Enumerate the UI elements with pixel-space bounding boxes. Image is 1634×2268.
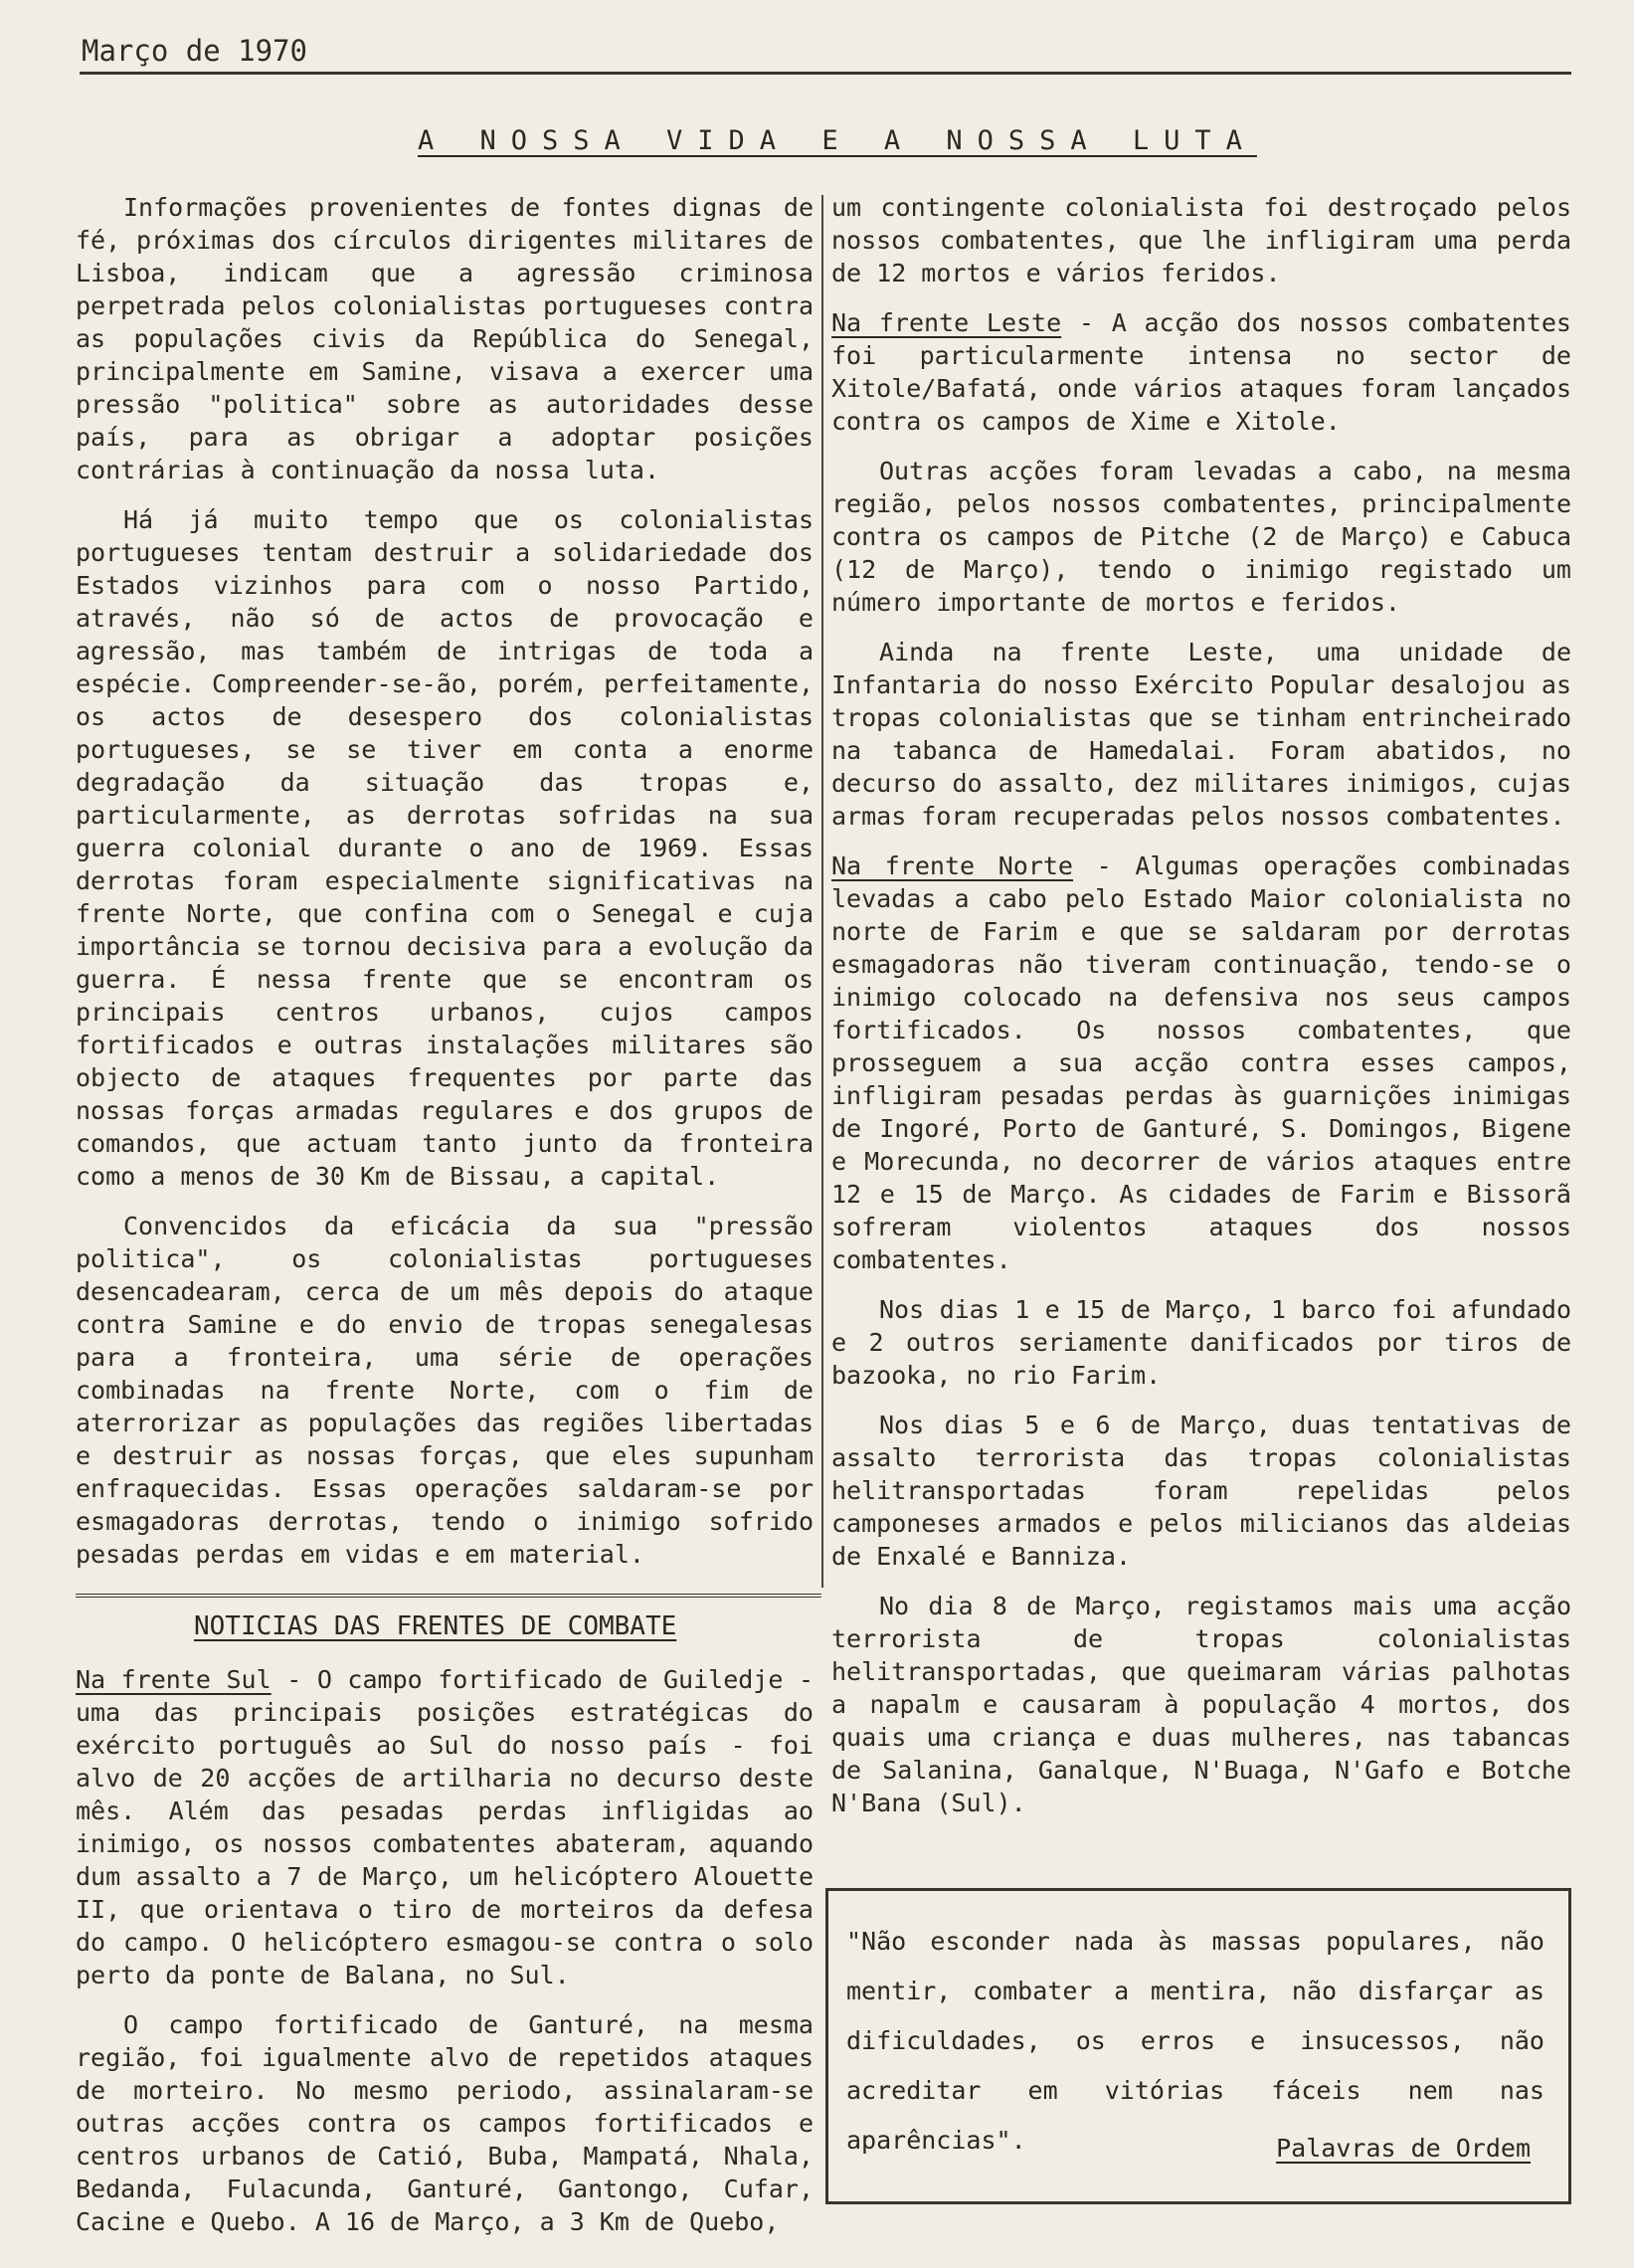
quote-source: Palavras de Ordem <box>1276 2134 1531 2163</box>
front-sul-text: - O campo fortificado de Guiledje - uma das principais posições estratégicas do exército português ao Sul do nosso país - foi alvo de 20 acções de artilharia no decurso deste mês. Além das pesadas perdas infligidas ao inimigo, os nossos combatentes abateram, aquando dum assalto a 7 de Março, um helicóptero Alouette II, que orientava o tiro de morteiros da defesa do campo. O helicóptero esmagou-se contra o solo perto da ponte de Balana, no Sul. <box>76 1665 814 1989</box>
news-paragraph: um contingente colonialista foi destroçado pelos nossos combatentes, que lhe infligiram uma perda de 12 mortos e vários feridos. <box>831 193 1571 287</box>
front-norte-text: - Algumas operações combinadas levadas a cabo pelo Estado Maior colonialista no norte de Farim e que se saldaram por derrotas esmagadoras não tiveram continuação, tendo-se o inimigo colocado na defensiva nos seus campos fortificados. Os nossos combatentes, que prosseguem a sua acção contra esses campos, infligiram pesadas perdas às guarnições inimigas de Ingoré, Porto de Ganturé, S. Domingos, Bigene e Morecunda, no decorrer de vários ataques entre 12 e 15 de Março. As cidades de Farim e Bissorã sofreram violentos ataques dos nossos combatentes. <box>831 851 1571 1274</box>
news-right-column <box>831 191 1571 1836</box>
news-paragraph: Outras acções foram levadas a cabo, na mesma região, pelos nossos combatentes, principalmente contra os campos de Pitche (2 de Março) e Cabuca (12 de Março), tendo o inimigo registado um número importante de mortos e feridos. <box>831 457 1571 617</box>
quote-text: "Não esconder nada às massas populares, não mentir, combater a mentira, não disfarçar as dificuldades, os erros e insucessos, não acreditar em vitórias fáceis nem nas aparências". <box>846 1927 1544 2155</box>
article-paragraph: Há já muito tempo que os colonialistas portugueses tentam destruir a solidariedade dos Estados vizinhos para com o nosso Partido, através, não só de actos de provocação e agressão, mas também de intrigas de toda a espécie. Compreender-se-ão, porém, perfeitamente, os actos de desespero dos colonialistas portugueses, se se tiver em conta a enorme degradação da situação das tropas e, particularmente, as derrotas sofridas na sua guerra colonial durante o ano de 1969. Essas derrotas foram especialmente significativas na frente Norte, que confina com o Senegal e cuja importância se tornou decisiva para a evolução da guerra. É nessa frente que se encontram os principais centros urbanos, cujos campos fortificados e outras instalações militares são objecto de ataques frequentes por parte das nossas forças armadas regulares e dos grupos de comandos, que actuam tanto junto da fronteira como a menos de 30 Km de Bissau, a capital. <box>76 505 814 1191</box>
news-paragraph: No dia 8 de Março, registamos mais uma acção terrorista de tropas colonialistas helitransportadas, que queimaram várias palhotas a napalm e causaram à população 4 mortos, dos quais uma criança e duas mulheres, nas tabancas de Salanina, Ganalque, N'Buaga, N'Gafo e Botche N'Bana (Sul). <box>831 1592 1571 1817</box>
news-paragraph: Nos dias 5 e 6 de Março, duas tentativas de assalto terrorista das tropas colonialistas helitransportadas foram repelidas pelos camponeses armados e pelos milicianos das aldeias de Enxalé e Banniza. <box>831 1411 1571 1571</box>
page-title: A NOSSA VIDA E A NOSSA LUTA <box>418 125 1257 156</box>
top-rule <box>80 72 1571 75</box>
news-norte-paragraph <box>831 850 1571 1276</box>
article-left-column <box>76 191 814 1588</box>
article-paragraph: Informações provenientes de fontes dignas de fé, próximas dos círculos dirigentes militares de Lisboa, indicam que a agressão criminosa perpetrada pelos colonialistas portugueses contra as populações civis da República do Senegal, principalmente em Samine, visava a exercer uma pressão "politica" sobre as autoridades desse país, para as obrigar a adoptar posições contrárias à continuação da nossa luta. <box>76 193 814 484</box>
section-divider <box>76 1594 821 1598</box>
column-divider <box>821 195 823 1588</box>
front-leste-text: - A acção dos nossos combatentes foi particularmente intensa no sector de Xitole/Bafatá, onde vários ataques foram lançados contra os campos de Xime e Xitole. <box>831 308 1571 436</box>
front-sul-heading: Na frente Sul <box>76 1665 272 1694</box>
issue-date: Março de 1970 <box>82 34 307 68</box>
news-left-column <box>76 1663 814 2255</box>
quote-box <box>825 1888 1571 2204</box>
news-section-title: NOTICIAS DAS FRENTES DE COMBATE <box>194 1611 677 1641</box>
article-paragraph: Convencidos da eficácia da sua "pressão politica", os colonialistas portugueses desencadearam, cerca de um mês depois do ataque contra Samine e do envio de tropas senegalesas para a fronteira, uma série de operações combinadas na frente Norte, com o fim de aterrorizar as populações das regiões libertadas e destruir as nossas forças, que eles supunham enfraquecidas. Essas operações saldaram-se por esmagadoras derrotas, tendo o inimigo sofrido pesadas perdas em vidas e em material. <box>76 1212 814 1569</box>
news-paragraph: O campo fortificado de Ganturé, na mesma região, foi igualmente alvo de repetidos ataques de morteiro. No mesmo periodo, assinalaram-se outras acções contra os campos fortificados e centros urbanos de Catió, Buba, Mampatá, Nhala, Bedanda, Fulacunda, Ganturé, Gantongo, Cufar, Cacine e Quebo. A 16 de Março, a 3 Km de Quebo, <box>76 2010 814 2236</box>
news-leste-paragraph <box>831 306 1571 438</box>
front-norte-heading: Na frente Norte <box>831 851 1073 880</box>
news-sul-paragraph <box>76 1663 814 1991</box>
news-paragraph: Nos dias 1 e 15 de Março, 1 barco foi afundado e 2 outros seriamente danificados por tiros de bazooka, no rio Farim. <box>831 1295 1571 1390</box>
news-paragraph: Ainda na frente Leste, uma unidade de Infantaria do nosso Exército Popular desalojou as tropas colonialistas que se tinham entrincheirado na tabanca de Hamedalai. Foram abatidos, no decurso do assalto, dez militares inimigos, cujas armas foram recuperadas pelos nossos combatentes. <box>831 638 1571 831</box>
front-leste-heading: Na frente Leste <box>831 308 1062 337</box>
